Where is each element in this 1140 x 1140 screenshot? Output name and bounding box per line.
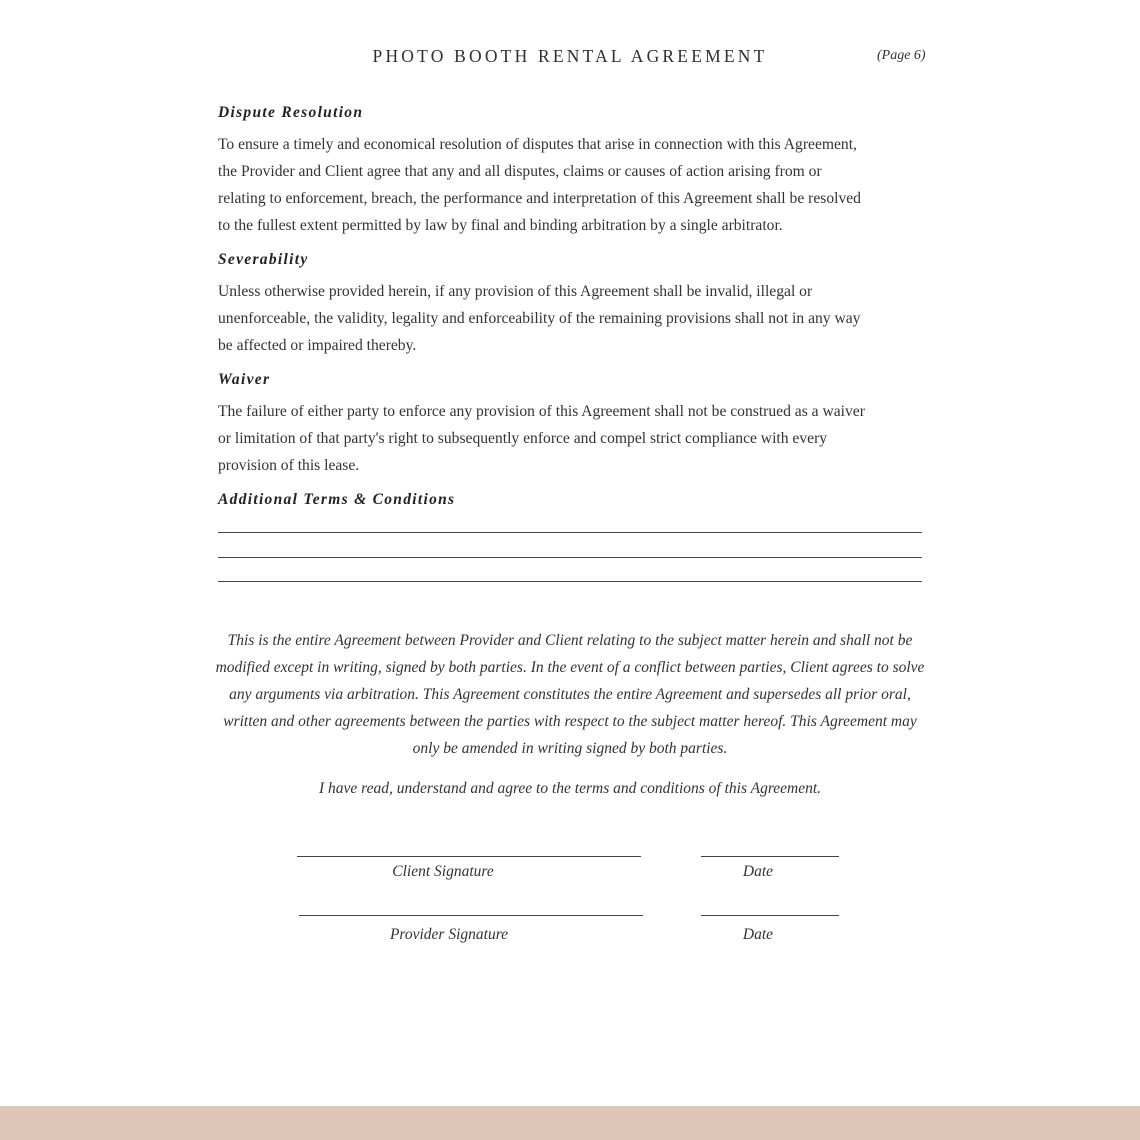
text-line: any arguments via arbitration. This Agreement constitutes the entire Agreement and supersedes all prior oral, bbox=[229, 686, 911, 703]
entire-agreement-text bbox=[200, 627, 940, 762]
text-line: the Provider and Client agree that any and all disputes, claims or causes of action arising from or bbox=[218, 163, 822, 180]
severability-heading: Severability bbox=[218, 251, 309, 268]
client-date-label: Date bbox=[742, 863, 774, 880]
text-line: provision of this lease. bbox=[218, 457, 360, 474]
text-line: This is the entire Agreement between Provider and Client relating to the subject matter herein and shall not be bbox=[227, 632, 913, 649]
text-line: be affected or impaired thereby. bbox=[218, 337, 417, 354]
provider-signature-line[interactable] bbox=[299, 915, 643, 916]
waiver-heading: Waiver bbox=[218, 371, 271, 388]
text-line: Unless otherwise provided herein, if any provision of this Agreement shall be invalid, illegal or bbox=[218, 283, 813, 300]
client-signature-label: Client Signature bbox=[392, 863, 494, 880]
dispute-resolution-text bbox=[218, 131, 928, 239]
provider-date-label: Date bbox=[742, 926, 774, 943]
text-line: The failure of either party to enforce any provision of this Agreement shall not be construed as a waiver bbox=[218, 403, 865, 420]
additional-terms-line[interactable] bbox=[218, 532, 922, 533]
text-line: only be amended in writing signed by both parties. bbox=[412, 740, 728, 757]
text-line: unenforceable, the validity, legality and enforceability of the remaining provisions shall not in any way bbox=[218, 310, 861, 327]
client-date-line[interactable] bbox=[701, 856, 839, 857]
footer-band bbox=[0, 1106, 1140, 1140]
text-line: relating to enforcement, breach, the performance and interpretation of this Agreement shall be resolved bbox=[218, 190, 861, 207]
provider-date-line[interactable] bbox=[701, 915, 839, 916]
text-line: to the fullest extent permitted by law by final and binding arbitration by a single arbitrator. bbox=[218, 217, 783, 234]
provider-signature-label: Provider Signature bbox=[389, 926, 509, 943]
waiver-text bbox=[218, 398, 928, 479]
additional-terms-heading: Additional Terms & Conditions bbox=[218, 491, 456, 508]
additional-terms-line[interactable] bbox=[218, 557, 922, 558]
text-line: written and other agreements between the parties with respect to the subject matter hereof. This Agreement may bbox=[223, 713, 917, 730]
severability-text bbox=[218, 278, 928, 359]
text-line: modified except in writing, signed by both parties. In the event of a conflict between parties, Client agrees to solve bbox=[215, 659, 925, 676]
additional-terms-line[interactable] bbox=[218, 581, 922, 582]
agreement-statement: I have read, understand and agree to the terms and conditions of this Agreement. bbox=[318, 780, 822, 797]
document-title: PHOTO BOOTH RENTAL AGREEMENT bbox=[372, 46, 768, 66]
client-signature-line[interactable] bbox=[297, 856, 641, 857]
dispute-resolution-heading: Dispute Resolution bbox=[218, 104, 364, 121]
text-line: or limitation of that party's right to subsequently enforce and compel strict compliance with every bbox=[218, 430, 828, 447]
page-number: (Page 6) bbox=[877, 48, 926, 63]
text-line: To ensure a timely and economical resolution of disputes that arise in connection with this Agreement, bbox=[218, 136, 857, 153]
